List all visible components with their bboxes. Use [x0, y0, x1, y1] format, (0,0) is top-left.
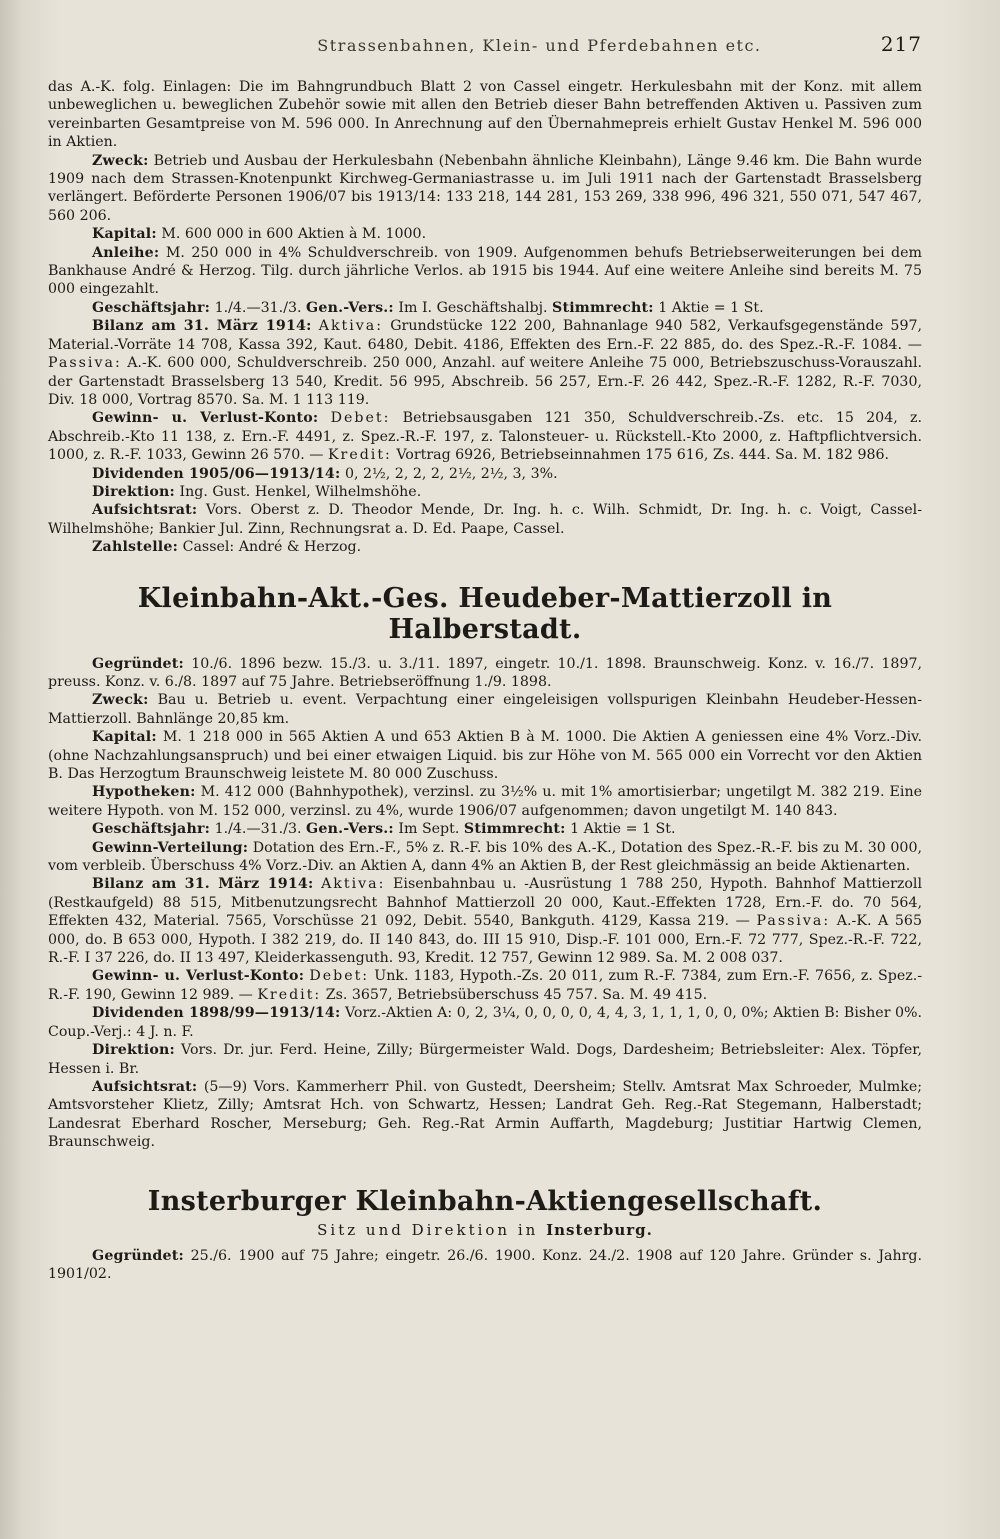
company-title-heudeber: Kleinbahn-Akt.-Ges. Heudeber-Mattierzoll in Halberstadt.: [137, 582, 833, 645]
company-title-insterburger: Insterburger Kleinbahn-Aktiengesellschaft.: [147, 1185, 823, 1217]
paragraph-kapital: Kapital: M. 1 218 000 in 565 Aktien A und 653 Aktien B à M. 1000. Die Aktien A geniessen eine 4% Vorz.-Div. (ohne Nachzahlungsanspruch) und bei einer etwaigen Liquid. bis zur Höhe von M. 565 000 ein Vorrecht vor den Aktien B. Das Herzogtum Braunschweig leistete M. 80 000 Zuschuss.: [48, 729, 922, 782]
paragraph-bilanz: Bilanz am 31. März 1914: Aktiva: Eisenbahnbau u. -Ausrüstung 1 788 250, Hypoth. Bahnhof Mattierzoll (Restkaufgeld) 88 515, Mitbenutzungsrecht Bahnhof Mattierzoll 20 000, Kaut.-Effekten 1728, Ern.-F. do. 70 564, Effekten 432, Material. 7565, Vorschüsse 21 092, Debit. 5540, Bankguth. 4129, Kassa 219. — Passiva: A.-K. A 565 000, do. B 653 000, Hypoth. I 382 219, do. II 140 843, do. III 15 910, Disp.-F. 101 000, Ern.-F. 72 777, Spez.-R.-F. 722, R.-F. I 37 226, do. II 13 497, Kleiderkassenguth. 93, Kredit. 12 757, Gewinn 12 989. Sa. M. 2 008 037.: [48, 876, 923, 967]
paragraph-gewinn-verteilung: Gewinn-Verteilung: Dotation des Ern.-F., 5% z. R.-F. bis 10% des A.-K., Dotation des Spez.-R.-F. bis zu M. 30 000, vom verbleib. Überschuss 4% Vorz.-Div. an Aktien A, dann 4% an Aktien B, der Rest gleichmässig an beide Aktienarten.: [48, 839, 922, 875]
paragraph-zahlstelle: Zahlstelle: Cassel: André & Herzog.: [92, 539, 362, 556]
paragraph-kapital: Kapital: M. 600 000 in 600 Aktien à M. 1000.: [92, 226, 427, 243]
paragraph-zweck: Zweck: Bau u. Betrieb u. event. Verpachtung einer eingeleisigen vollspurigen Kleinbahn Heudeber-Hessen-Mattierzoll. Bahnlänge 20,85 km.: [48, 692, 922, 727]
paragraph-dividenden: Dividenden 1898/99—1913/14: Vorz.-Aktien A: 0, 2, 3¼, 0, 0, 0, 0, 4, 4, 3, 1, 1, 1, 0, 0, 0%; Aktien B: Bisher 0%. Coup.-Verj.: 4 J. n. F.: [48, 1005, 923, 1040]
paragraph-aufsichtsrat: Aufsichtsrat: (5—9) Vors. Kammerherr Phil. von Gustedt, Deersheim; Stellv. Amtsrat Max Schroeder, Mulmke; Amtsvorsteher Klietz, Zilly; Amtsrat Hch. von Schwartz, Hessen; Landrat Geh. Reg.-Rat Stegemann, Halberstadt; Landesrat Eberhard Roscher, Merseburg; Geh. Reg.-Rat Armin Auffarth, Magdeburg; Justitiar Hartwig Clemen, Braunschweig.: [48, 1078, 922, 1151]
paragraph-einlagen: das A.-K. folg. Einlagen: Die im Bahngrundbuch Blatt 2 von Cassel eingetr. Herkulesbahn mit der Konz. mit allem unbeweglichen u. beweglichen Zubehör sowie mit allen den Betrieb dieser Bahn betreffenden Aktiven u. Passiven zum vereinbarten Gesamtpreise von M. 596 000. In Anrechnung auf den Übernahmepreis erhielt Gustav Henkel M. 596 000 in Aktien.: [48, 79, 922, 151]
paragraph-anleihe: Anleihe: M. 250 000 in 4% Schuldverschreib. von 1909. Aufgenommen behufs Betriebserweiterungen bei dem Bankhause André & Herzog. Tilg. durch jährliche Verlos. ab 1915 bis 1944. Auf eine weitere Anleihe sind bereits M. 75 000 eingezahlt.: [48, 244, 922, 298]
paragraph-geschaeftsjahr: Geschäftsjahr: 1./4.—31./3. Gen.-Vers.: Im Sept. Stimmrecht: 1 Aktie = 1 St.: [92, 821, 676, 838]
paragraph-direktion: Direktion: Vors. Dr. jur. Ferd. Heine, Zilly; Bürgermeister Wald. Dogs, Dardesheim; Betriebsleiter: Alex. Töpfer, Hessen i. Br.: [48, 1042, 922, 1077]
paragraph-dividenden: Dividenden 1905/06—1913/14: 0, 2½, 2, 2, 2, 2½, 2½, 3, 3%.: [92, 465, 558, 482]
entry-herkulesbahn: [48, 78, 922, 557]
paragraph-direktion: Direktion: Ing. Gust. Henkel, Wilhelmshöhe.: [92, 483, 422, 500]
paragraph-zweck: Zweck: Betrieb und Ausbau der Herkulesbahn (Nebenbahn ähnliche Kleinbahn), Länge 9.46 km. Die Bahn wurde 1909 nach dem Strassen-Knotenpunkt Kirchweg-Germaniastrasse u. im Juli 1911 nach der Gartenstadt Brasselsberg verlängert. Beförderte Personen 1906/07 bis 1913/14: 133 218, 144 281, 153 269, 338 996, 496 321, 550 071, 547 467, 560 206.: [48, 152, 922, 224]
entry-heudeber-mattierzoll: [48, 655, 922, 1152]
running-title: Strassenbahnen, Klein- und Pferdebahnen etc.: [317, 36, 762, 55]
paragraph-gegruendet: Gegründet: 25./6. 1900 auf 75 Jahre; eingetr. 26./6. 1900. Konz. 24./2. 1908 auf 120 Jahre. Gründer s. Jahrg. 1901/02.: [48, 1247, 922, 1282]
paragraph-gewinn-verlust: Gewinn- u. Verlust-Konto: Debet: Unk. 1183, Hypoth.-Zs. 20 011, zum R.-F. 7384, zum Ern.-F. 7656, z. Spez.-R.-F. 190, Gewinn 12 989. — Kredit: Zs. 3657, Betriebsüberschuss 45 757. Sa. M. 49 415.: [48, 968, 923, 1003]
paragraph-hypotheken: Hypotheken: M. 412 000 (Bahnhypothek), verzinsl. zu 3½% u. mit 1% amortisierbar; ungetilgt M. 382 219. Eine weitere Hypoth. von M. 152 000, verzinsl. zu 4%, wurde 1906/07 aufgenommen; davon ungetilgt M. 140 843.: [48, 784, 922, 819]
entry-insterburger: [48, 1247, 922, 1284]
paragraph-bilanz: Bilanz am 31. März 1914: Aktiva: Grundstücke 122 200, Bahnanlage 940 582, Verkaufsgegenstände 597, Material.-Vorräte 14 708, Kassa 392, Kaut. 6480, Debit. 4186, Effekten des Ern.-F. 22 885, do. des Spez.-R.-F. 1084. — Passiva: A.-K. 600 000, Schuldverschreib. 250 000, Anzahl. auf weitere Anleihe 75 000, Betriebszuschuss-Vorauszahl. der Gartenstadt Brasselsberg 13 540, Kredit. 56 995, Abschreib. 56 257, Ern.-F. 26 442, Spez.-R.-F. 1282, R.-F. 7030, Div. 18 000, Vortrag 8570. Sa. M. 1 113 119.: [48, 318, 923, 408]
paragraph-aufsichtsrat: Aufsichtsrat: Vors. Oberst z. D. Theodor Mende, Dr. Ing. h. c. Wilh. Schmidt, Dr. Ing. h. c. Voigt, Cassel-Wilhelmshöhe; Bankier Jul. Zinn, Rechnungsrat a. D. Ed. Paape, Cassel.: [48, 502, 922, 537]
paragraph-gewinn-verlust: Gewinn- u. Verlust-Konto: Debet: Betriebsausgaben 121 350, Schuldverschreib.-Zs. etc. 15 204, z. Abschreib.-Kto 11 138, z. Ern.-F. 4491, z. Spez.-R.-F. 197, z. Talonsteuer- u. Rückstell.-Kto 2000, z. Haftpflichtversich. 1000, z. R.-F. 1033, Gewinn 26 570. — Kredit: Vortrag 6926, Betriebseinnahmen 175 616, Zs. 444. Sa. M. 182 986.: [48, 410, 923, 464]
company-subtitle: Sitz und Direktion in Insterburg.: [317, 1220, 653, 1239]
paragraph-geschaeftsjahr: Geschäftsjahr: 1./4.—31./3. Gen.-Vers.: Im I. Geschäftshalbj. Stimmrecht: 1 Aktie = 1 St.: [92, 299, 764, 316]
page-number: 217: [880, 32, 922, 56]
running-header: [48, 32, 922, 56]
paragraph-gegruendet: Gegründet: 10./6. 1896 bezw. 15./3. u. 3./11. 1897, eingetr. 10./1. 1898. Braunschweig. Konz. v. 16./7. 1897, preuss. Konz. v. 6./8. 1897 auf 75 Jahre. Betriebseröffnung 1./9. 1898.: [48, 655, 923, 690]
